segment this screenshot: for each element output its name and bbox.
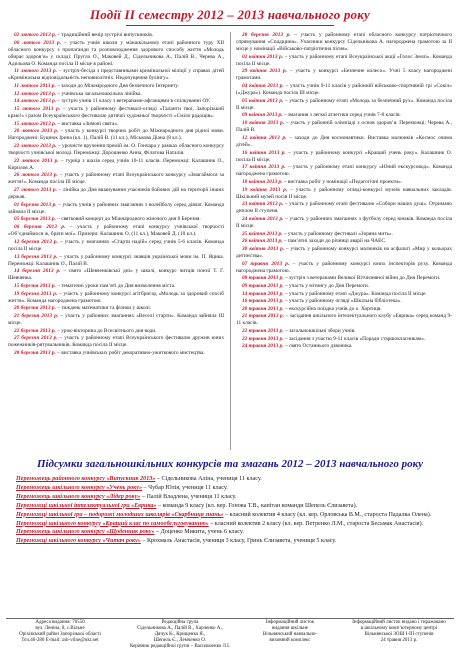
event-text: – участь у районному етапі «Джура». Команда посіла ІІ місце. [283,290,427,297]
footer-line: видання шкільне [271,626,309,632]
result-contest-name: Переможці шкільного конкурсу «Кращий клас по самообслуговуванню» [16,520,209,527]
event-text: – участь у районному етапі конкурсу учнівської творчості «Об’єднаймося ж, брати мої». Призери: Калашник О. (11 кл.), Маковей Д. (10 кл.). [8,224,224,238]
footer-line: Інформаційний листок видано і тиражовано [352,620,446,625]
event-entry [8,291,224,305]
event-entry [236,216,452,230]
event-date: 14 березня 2013 р. [14,268,61,275]
event-text: – свято Останнього дзвоника. [283,343,353,350]
footer-line: Шепель Є., Лемченко О. [153,638,207,644]
event-date: 11 лютого 2013 р. [14,68,57,75]
result-winner: – класний колектив 4 класу (кл. кер. Орловська В.М., староста Падалка Олена). [223,511,432,518]
event-entry [236,291,452,298]
event-text: – участь у районному фестивалі «Зоряна мить». [282,230,393,237]
footer-line: Інформаційний листок [265,620,315,625]
event-date: 27 березня 2013 р. [14,335,58,342]
event-date: 28 березня 2013 р. [242,32,291,38]
event-date: 20 лютого 2013 р. [14,128,59,135]
event-date: 08 травня 2013 р. [242,275,284,282]
event-entry [236,150,452,164]
event-entry [236,283,452,290]
event-date: 05 квітня 2013 р. [242,97,284,104]
event-text: – участь у районних змаганнях з футболу серед юнаків. Команда посіла ІІ місце. [236,215,452,229]
event-date: 02 лютого 2013 р. [14,32,57,38]
result-contest-name: Переможці шкільної гри – подорожі молодших школярів «Скарбниця знань» [16,511,224,518]
event-entry [236,298,452,305]
event-text: – участь у районних змаганнях «Веселі старти». Команда зайняла ІІІ місце. [8,312,224,326]
event-entry [236,313,452,327]
footer-editorial-group [124,620,236,650]
event-date: 09 квітня 2013 р. [242,112,283,119]
event-text: – зустріч з ветеранами Великої Вітчизняної війни до Дня Перемоги. [283,275,441,282]
event-entry [8,143,224,157]
footer-line: Тел.46-280 E-mail: zsh-vilne@ukr.net [21,638,99,644]
event-date: 07 травня 2013 р. [242,260,290,267]
event-entry [8,313,224,327]
event-date: 22 березня 2013 р. [14,327,56,334]
result-contest-name: Переможець шкільного конкурсу «Учень року» [16,484,143,491]
event-date: 15 лютого 2013 р. [14,106,61,113]
event-text: – зустріч учнів 11 класу з ветеранами-афганцями в спілкуванні ОУ. [56,98,211,105]
event-date: 26 лютого 2013 р. [14,172,58,179]
event-text: – участь у районному огляді «Шкільна бібліотека». [283,298,402,305]
event-text: – загальношкільні збори учнів. [283,328,356,335]
event-date: 15 лютого 2013 р. [14,120,57,127]
event-text: – участь у районному етапі Всеукраїнського фестивалю дружин юних пожежників-рятувальників. Команда посіла ІІ місце. [8,335,224,349]
event-date: 05 березня 2013 р. [14,216,56,223]
event-date: 16 квітня 2013 р. [242,149,286,156]
event-entry [8,350,224,357]
event-text: – участь у районному огляді-конкурсі музеїв навчальних закладів. Шкільний музей посів ІІ місце. [236,186,452,200]
event-entry [236,83,452,97]
event-entry [8,305,224,312]
event-date: 22 травня 2013 р. [242,328,284,335]
event-entry [8,83,224,90]
footer-line: Вільнянської ЗОШ І-ІІІ ступенів [364,632,434,638]
results-list [16,475,446,546]
footer-line: Оріхівський район Запорізької області [19,632,101,638]
event-date: 20 березня 2013 р. [14,305,56,312]
event-date: 06 лютого 2013 р. [14,39,62,46]
event-text: – участь у районному етапі фестивалю «Собори наших душ». Отримано диплом ІІ ступеня. [236,201,452,215]
event-entry [8,68,224,82]
event-entry [8,268,224,282]
event-text: – свято «Шевченківські дні» у школі, конкурс читців поезії Т. Г. Шевченка. [8,268,224,282]
event-entry [8,202,224,216]
event-text: – тематичні уроки пам’яті до Дня визволення міста. [55,282,176,289]
event-entry [236,68,452,82]
event-text: – заходи до Дня космонавтики. Виставка малюнків «Космос очима дітей». [236,134,452,148]
event-entry [8,106,224,120]
result-winner: – Чубар Юлія, учениця 11 класу. [142,484,228,491]
event-text: – урок-вікторина до Всесвітнього дня води. [55,327,157,334]
event-entry [8,283,224,290]
event-date: 17 квітня 2013 р. [242,164,286,171]
event-text: – участь у районній олімпіаді з основ здоров’я. Переможці: Черева А., Палій В. [236,120,452,134]
event-text: – участь у районному конкурсі знавців української мови ім. П. Яцика. Переможці: Калашник О., Палій В. [8,253,224,267]
event-date: 13 березня 2013 р. [14,253,58,260]
event-text: – виставка «Зимові свята». [56,120,119,127]
event-text: – засідання шкільного інтелектуального клубу «Еврика» серед команд 9-11 класів. [236,313,452,327]
result-winner: – Доценко Микита, учень 6 класу. [154,529,244,536]
result-item [16,502,446,511]
event-date: 14 лютого 2013 р. [14,98,57,105]
event-date: 21 травня 2013 р. [242,313,285,320]
event-entry [236,275,452,282]
event-entry [236,306,452,313]
event-entry [236,135,452,149]
event-text: – традиційний вечір зустрічі випускників. [56,32,154,38]
result-contest-name: Переможці шкільної інтелектуальної гри «Еврика» [16,502,157,509]
event-text: – виставка робіт у номінації «Педагогічні проекти». [282,178,403,185]
event-text: – тиждень математики та фізики у школі. [55,305,152,312]
title-underline [126,25,334,26]
event-text: – участь учнів 9-11 класів у районній військово-спортивній грі «Сокіл» («Джура»). Команда посіла ІІІ місце. [236,83,452,97]
event-entry [236,336,452,343]
event-text: – участь у районному етапі «Молодь за безпечний рух». Команда посіла ІІ місце. [236,97,452,111]
event-date: 12 квітня 2013 р. [242,134,287,141]
event-date: 24 травня 2013 р. [242,343,284,350]
event-date: 14 травня 2013 р. [242,290,284,297]
event-text: – участь у районному конкурсі «Кращий учень року». Калашник О. посіла ІІ місце. [236,149,452,163]
event-date: 01 березня 2013 р. [14,201,57,208]
event-date: 23 квітня 2013 р. [242,201,284,208]
footer-line: Редакційна група [161,620,199,625]
event-text: – участь у районному конкурсі юних інспекторів руху. Команда нагороджена грамотою. [236,260,452,274]
event-date: 29 квітня 2013 р. [242,68,288,75]
footer [6,620,454,650]
event-date: 22 лютого 2013 р. [14,143,57,150]
result-item [16,484,446,493]
event-entry [236,231,452,238]
event-entry [8,328,224,335]
event-entry [236,246,452,260]
event-entry [8,216,224,223]
result-winner: – команда 9 класу (кл. кер. Гонова Т.В., капітан команди Шепель Єлизавета). [156,502,358,509]
event-entry [8,254,224,268]
events-column-right [236,32,452,452]
event-entry [236,54,452,68]
event-entry [8,32,224,39]
event-text: – турнір з шахів серед учнів 10-11 класів. Переможці: Калашник О., Кирилов А. [8,157,224,171]
event-date: 19 квітня 2013 р. [242,186,288,193]
footer-line: Керівник редакційної групи – Васильченко Л.І. [129,644,231,650]
footer-publisher [240,620,340,644]
event-text: – участь у конкурсі «Безпечне колесо». Учні 5 класу нагороджені грамотами. [236,68,452,82]
result-contest-name: Переможці шкільного конкурсу «Читач року» [16,538,141,545]
event-entry [236,328,452,335]
event-text: – учнівська загальношкільна лінійка. [56,90,142,97]
result-winner: – Палій Владлена, учениця 11 класу. [140,493,237,500]
footer-divider [6,618,454,619]
event-entry [236,238,452,245]
result-item [16,475,446,484]
event-entry [8,335,224,349]
results-title: Підсумки загальношкільних конкурсів та змагань 2012 – 2013 навчального року [36,458,424,470]
event-entry [8,121,224,128]
event-text: – участь учнів школи у міжшкільному етапі районного туру XII обласного конкурсу з пропаганди та розповсюдження здорового способу життя «Молодь обирає здоров’я» у складі: Пругло О., Маковей Д., Сідельникова А., Палій В., Черева А., Адильова О. Команда посіла ІІ місце в районі. [8,39,224,67]
event-entry [8,172,224,186]
result-item [16,493,446,502]
event-entry [236,120,452,134]
event-text: – участь у конкурсі творчих робіт до Міжнародного дня рідної мови. Нагороджені: Буцнюк Ірина (кл. 1), Палій В. (11 кл.), Міськова Діана (8 кл.). [8,128,224,142]
event-date: 11 лютого 2013 р. [14,83,56,90]
event-text: – участь учнів у районних змаганнях з волейболу серед дівчат. Команда зайняла ІІ місце. [8,201,224,215]
event-entry [236,343,452,350]
event-text: – участь у мітингу до Дня Перемоги. [283,282,370,289]
result-winner: – Сідельникова Аліна, учениця 11 класу. [155,476,262,482]
event-date: 28 березня 2013 р. [14,349,56,356]
event-date: 04 квітня 2013 р. [242,83,284,90]
event-entry [236,98,452,112]
event-date: 12 лютого 2013 р. [14,90,57,97]
result-winner: – класний колектив 2 класу (кл. кер. Петренко Л.М., староста Бесьмак Анастасія). [208,520,424,527]
footer-line: 24 травня 2013 р. [380,638,418,644]
event-entry [8,98,224,105]
footer-address [6,620,114,644]
event-entry [236,32,452,53]
event-entry [8,128,224,142]
result-item [16,537,446,546]
event-text: – заходи до Міжнародного Дня безпечного Інтернету. [55,83,179,90]
event-date: 02 квітня 2013 р. [242,53,284,60]
footer-line: в шкільному комп’ютерному центрі [360,626,438,632]
event-date: 16 травня 2013 р. [242,298,284,305]
footer-print-info [344,620,454,644]
event-date: 12 березня 2013 р. [14,238,58,245]
event-text: – змагання з легкої атлетики серед учнів 7-8 класів. [282,112,401,119]
event-entry [8,40,224,68]
event-date: 22 травня 2013 р. [242,335,284,342]
event-date: 06 березня 2013 р. [14,224,66,231]
event-text: – пам’ятні заходи до річниці аварії на ЧАЕС. [282,238,387,245]
column-divider [230,32,231,450]
result-item [16,511,446,520]
result-item [16,520,446,529]
footer-line: Адреса видання: 70550 [35,620,85,625]
event-text: – лінійка до Дня вшанування учасників бойових дій на території інших держав. [8,187,224,201]
event-text: – участь у районному конкурсі малюнків на асфальті «Мир у кольорах дитинства». [236,245,452,259]
footer-line: Дячук К., Крищенко Я., [154,632,206,638]
event-entry [8,239,224,253]
event-entry [236,187,452,201]
events-column-left [8,32,224,452]
event-text: – участь у районному етапі Всеукраїнського конкурсу «Змагаймося за життя!». Команда посіла ІІІ місце. [8,172,224,186]
event-text: – участь у районному етапі обласного конкурсу патріотичного спрямування «Спадщина». Учасники конкурсу Сідельнікова А. нагороджена грамотою за ІІ місце у номінації «Військово-патріотична пісня». [236,32,452,53]
event-text: – участь у змаганнях «Старти надій» серед учнів 5-6 класів. Команда посіла ІІ місце. [8,238,224,252]
event-entry [236,179,452,186]
event-text: – урочисте вручення премій ім. О. Гончара у рамках обласного конкурсу творчості учнівської молоді. Переможці: Дорошенко Анна, Філатова Наталія. [8,143,224,157]
footer-line: Вільнянський навчально- [262,632,318,638]
event-entry [236,201,452,215]
event-date: 22 лютого 2013 р. [14,157,59,164]
event-text: – зустріч-бесіда з представниками кримінальної міліції у справах дітей «Кримінальна відповідальність неповнолітніх. Недопущення булінгу». [8,68,224,82]
result-contest-name: Переможець шкільного конкурсу «Лідер року» [16,493,141,500]
footer-line: виховний комплекс [269,638,311,644]
event-date: 24 квітня 2013 р. [242,215,284,222]
footer-line: вул. Леніна, 8, с.Вільне [35,626,85,632]
event-date: 30 квітня 2013 р. [242,245,285,252]
event-date: 19 березня 2013 р. [14,290,58,297]
event-text: – участь у районному етапі конкурсу «Юний екскурсовод». Команда нагороджена грамотою. [236,164,452,178]
event-entry [8,91,224,98]
event-entry [8,158,224,172]
event-date: 26 квітня 2013 р. [242,238,283,245]
event-entry [8,224,224,238]
event-date: 20 травня 2013 р. [242,305,284,312]
event-date: 10 квітня 2013 р. [242,120,285,127]
event-entry [236,164,452,178]
result-winner: – Крохмаль Анастасія, учениця 3 класу, Гринь Єлизавета, учениця 5 класу. [140,538,337,545]
event-date: 27 лютого 2013 р. [14,187,57,194]
event-text: – засідання з участю 9-11 класів «Поради старшокласникам». [283,335,426,342]
footer-line: Сідельникова А., Палій В., Харченко А., [137,626,223,632]
event-date: 09 травня 2013 р. [242,282,284,289]
event-text: – виставка учнівських робіт декоративно-ужиткового мистецтва. [55,349,205,356]
event-date: 15 березня 2013 р. [14,282,56,289]
page-title: Події ІІ семестру 2012 – 2013 навчального року [89,7,371,22]
result-item [16,528,446,537]
event-date: 21 березня 2013 р. [14,312,59,319]
event-entry [236,112,452,119]
event-text: – екскурсійна поїздка учнів до о. Хортиця. [283,305,382,312]
event-text: – участь у районному конкурсі агітбригад «Молодь за здоровий спосіб життя». Команда нагороджена грамотою. [8,290,224,304]
event-text: – участь у районному етапі Всеукраїнської акції «Голос Землі». Команда посіла ІІ місце. [236,53,452,67]
result-contest-name: Переможець шкільного конкурсу «Щоденник року» [16,529,155,536]
newsletter-page [6,4,454,650]
event-date: 25 квітня 2013 р. [242,230,283,237]
event-entry [8,187,224,201]
event-text: – участь у районному фестивалі-огляді «Таланти твої, Запорізький краю!» і разом Всеукраїнського фестивалю дитячої художньої творчості «Сміло радощів». [8,106,224,120]
result-contest-name: Переможець районного конкурсу «Випускник 2013» [16,476,156,482]
event-entry [236,261,452,275]
event-date: 18 квітня 2013 р. [242,178,283,185]
event-text: – святковий концерт до Міжнародного жіночого дня 8 Березня. [55,216,201,223]
